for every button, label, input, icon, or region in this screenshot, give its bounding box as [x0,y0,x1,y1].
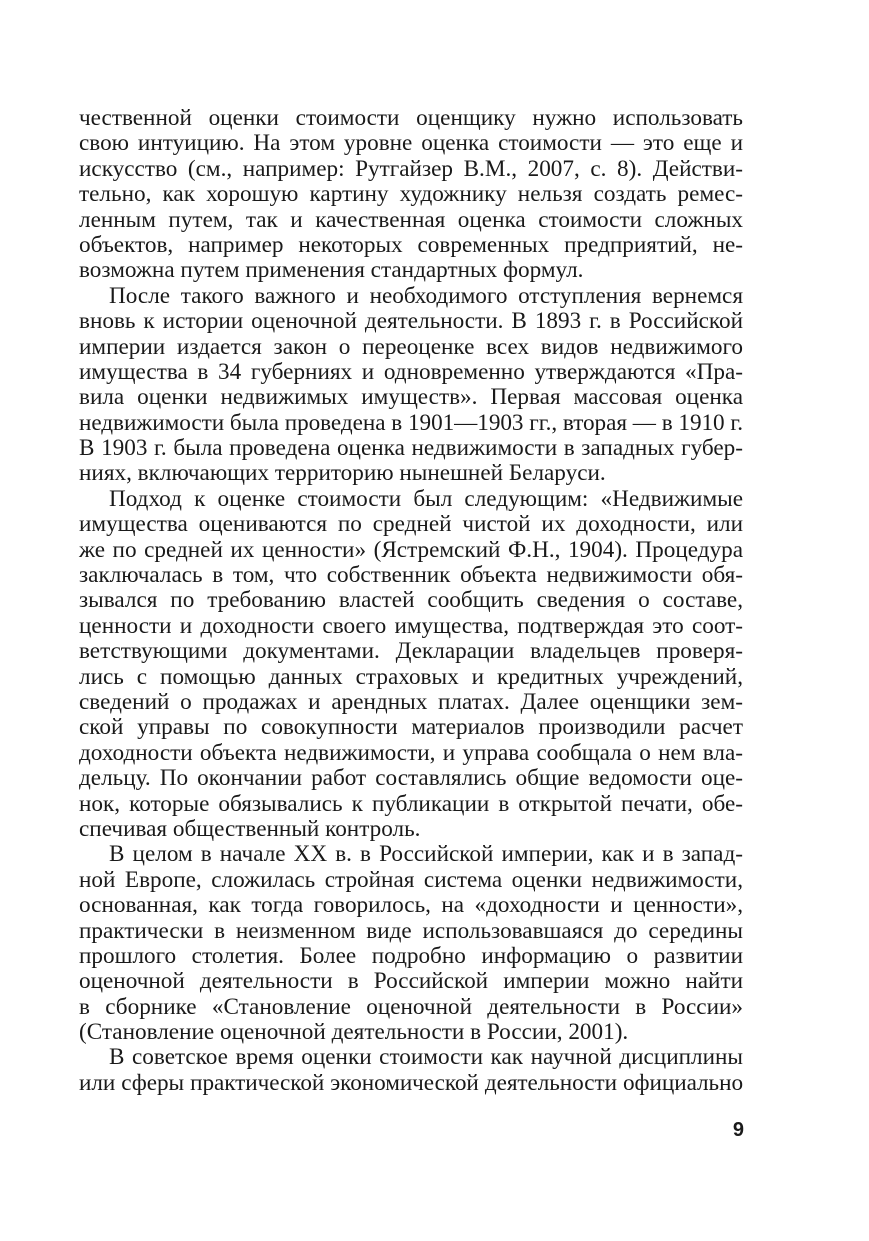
text-line: После такого важного и необходимого отступления вернемся [109,282,743,309]
text-line: ветствующими документами. Декларации владельцев проверя- [79,638,743,665]
text-line: прошлого столетия. Более подробно информацию о развитии [79,942,743,969]
text-line: заключалась в том, что собственник объекта недвижимости обя- [79,562,743,589]
paragraph-2 [79,284,743,487]
text-line: в сборнике «Становление оценочной деятельности в России» [79,993,743,1020]
page-number: 9 [732,1119,744,1141]
text-line: сведений о продажах и арендных платах. Далее оценщики зем- [79,688,743,715]
text-line: или сферы практической экономической деятельности официально [79,1069,743,1096]
text-line: Подход к оценке стоимости был следующим: «Недвижимые [109,485,743,512]
paragraph-4 [79,842,743,1045]
text-line: ценности и доходности своего имущества, подтверждая это соот- [79,612,743,639]
text-line: оценочной деятельности в Российской империи можно найти [79,968,743,995]
text-line: имущества в 34 губерниях и одновременно утверждаются «Пра- [79,358,743,385]
text-line: недвижимости была проведена в 1901—1903 гг., вторая — в 1910 г. [79,409,743,436]
text-line: объектов, например некоторых современных предприятий, не- [79,231,743,258]
text-line: чественной оценки стоимости оценщику нужно использовать [79,105,743,131]
text-line: ниях, включающих территорию нынешней Беларуси. [79,460,606,487]
text-line: (Становление оценочной деятельности в России, 2001). [79,1019,629,1046]
text-line: доходности объекта недвижимости, и управа сообщала о нем вла- [79,739,743,766]
text-line: свою интуицию. На этом уровне оценка стоимости — это еще и [79,130,743,157]
text-line: ной Европе, сложилась стройная система оценки недвижимости, [79,866,743,893]
text-line: нок, которые обязывались к публикации в открытой печати, обе- [79,790,743,817]
text-line: вновь к истории оценочной деятельности. В 1893 г. в Российской [79,308,743,335]
text-line: лись с помощью данных страховых и кредитных учреждений, [79,663,743,690]
paragraph-1 [79,106,743,284]
body-text [79,106,743,1096]
paragraph-5 [79,1045,743,1096]
text-line: вила оценки недвижимых имуществ». Первая массовая оценка [79,384,743,411]
text-line: зывался по требованию властей сообщить сведения о составе, [79,587,743,614]
text-line: же по средней их ценности» (Ястремский Ф.Н., 1904). Процедура [79,536,743,563]
text-line: практически в неизменном виде использовавшаяся до середины [79,917,743,944]
text-line: тельно, как хорошую картину художнику нельзя создать ремес- [79,181,743,208]
text-line: В советское время оценки стоимости как научной дисциплины [109,1044,743,1071]
text-line: ской управы по совокупности материалов производили расчет [79,714,743,741]
text-line: ленным путем, так и качественная оценка стоимости сложных [79,206,743,233]
text-line: возможна путем применения стандартных формул. [79,257,584,284]
text-line: В целом в начале XX в. в Российской империи, как и в запад- [109,841,743,868]
text-line: империи издается закон о переоценке всех видов недвижимого [79,333,743,360]
text-line: дельцу. По окончании работ составлялись общие ведомости оце- [79,765,743,792]
text-line: искусство (см., например: Рутгайзер В.М., 2007, с. 8). Действи- [79,155,743,182]
text-line: В 1903 г. была проведена оценка недвижимости в западных губер- [79,435,743,462]
text-line: имущества оцениваются по средней чистой их доходности, или [79,511,743,538]
text-line: основанная, как тогда говорилось, на «доходности и ценности», [79,892,743,919]
text-line: спечивая общественный контроль. [79,815,421,842]
paragraph-3 [79,487,743,842]
